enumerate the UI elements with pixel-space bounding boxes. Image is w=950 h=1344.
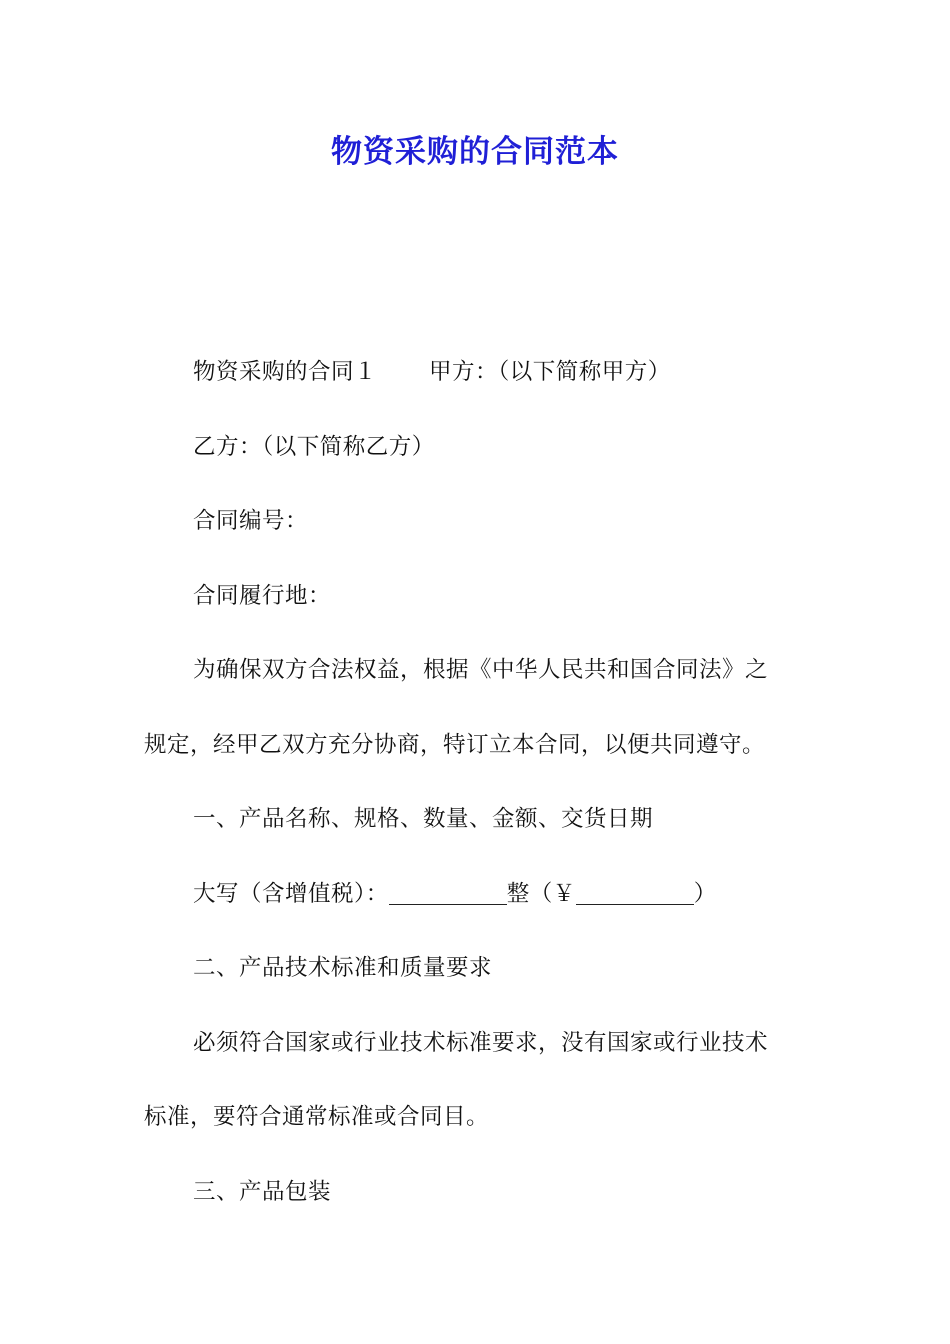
preamble-line-2: 规定，经甲乙双方充分协商，特订立本合同，以便共同遵守。 (144, 731, 766, 758)
amount-numeric-label: 整（￥ (506, 880, 576, 907)
document-title: 物资采购的合同范本 (331, 134, 619, 170)
document-body (144, 335, 809, 1229)
quality-line-1: 必须符合国家或行业技术标准要求，没有国家或行业技术 (193, 1029, 769, 1056)
contract-number-label: 合同编号： (193, 508, 309, 534)
contract-header-line (144, 335, 809, 410)
party-a-label: 甲方：（以下简称甲方） (429, 359, 671, 385)
amount-uppercase-label: 大写（含增值税）： (193, 880, 389, 907)
amount-line (144, 857, 809, 932)
amount-close-paren: ） (693, 880, 717, 907)
party-b-label: 乙方：（以下简称乙方） (193, 433, 435, 460)
preamble-line-1: 为确保双方合法权益，根据《中华人民共和国合同法》之 (193, 657, 769, 683)
section-3-heading: 三、产品包装 (193, 1178, 332, 1205)
section-2-heading: 二、产品技术标准和质量要求 (193, 955, 493, 981)
performance-place-label: 合同履行地： (193, 582, 332, 609)
amount-numeric-blank (576, 879, 694, 905)
section-1-heading: 一、产品名称、规格、数量、金额、交货日期 (193, 806, 654, 832)
amount-uppercase-blank (389, 879, 507, 905)
quality-line-2: 标准，要符合通常标准或合同目。 (144, 1104, 490, 1130)
contract-name: 物资采购的合同１ (193, 359, 378, 385)
